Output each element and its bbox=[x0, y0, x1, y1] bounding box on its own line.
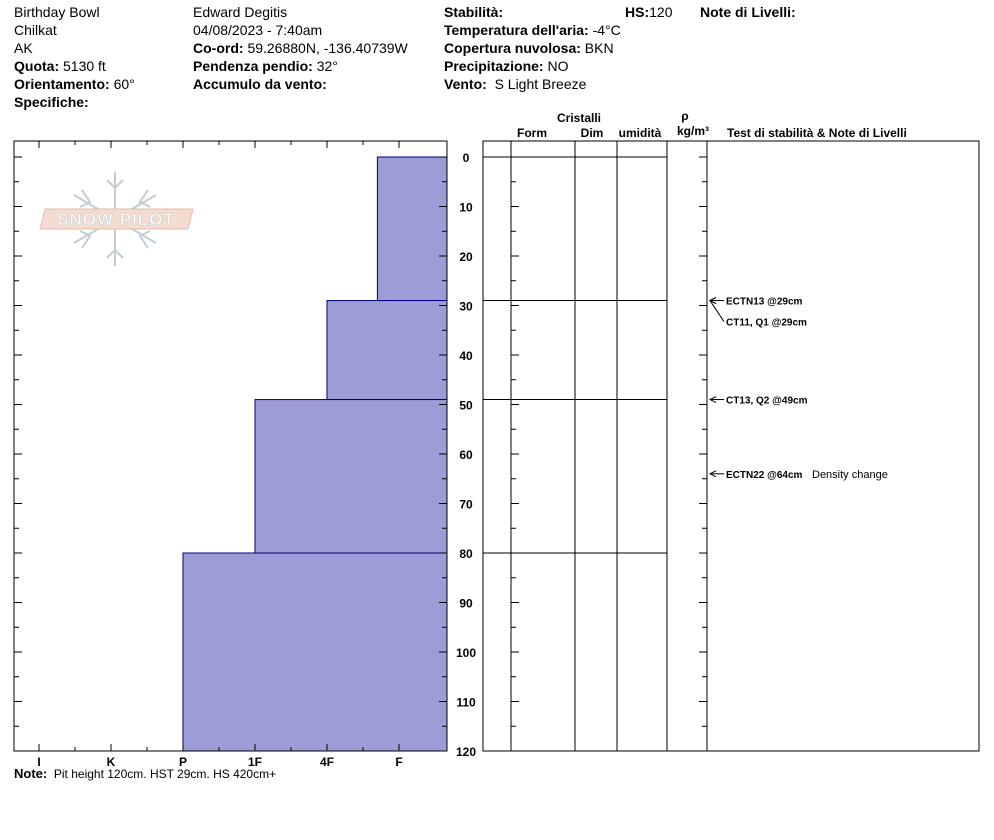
depth-label-60: 60 bbox=[459, 448, 473, 462]
moisture-header: umidità bbox=[618, 126, 662, 140]
coord-label: Co-ord: bbox=[193, 40, 244, 56]
location-name: Birthday Bowl bbox=[14, 4, 100, 20]
air-temp-label: Temperatura dell'aria: bbox=[444, 22, 589, 38]
stability-label: Stabilità: bbox=[444, 4, 504, 20]
depth-label-110: 110 bbox=[456, 695, 476, 710]
cloud-label: Copertura nuvolosa: bbox=[444, 40, 581, 56]
specifics-label: Specifiche: bbox=[14, 94, 89, 110]
elevation-value: 5130 ft bbox=[63, 58, 106, 74]
hardness-label-4F: 4F bbox=[319, 755, 335, 769]
crystals-header: Cristalli bbox=[556, 111, 602, 125]
hardness-bar-0 bbox=[377, 157, 447, 301]
note-label: Note: bbox=[14, 766, 48, 781]
note-row bbox=[14, 766, 276, 781]
hardness-bar-1 bbox=[327, 301, 447, 400]
test-label-3: ECTN22 @64cm bbox=[726, 469, 803, 481]
slope-value: 32° bbox=[316, 58, 338, 74]
hardness-label-F: F bbox=[395, 755, 403, 769]
elevation-label: Quota: bbox=[14, 58, 60, 74]
hardness-label-1F: 1F bbox=[247, 755, 263, 769]
test-note-3: Density change bbox=[812, 468, 888, 481]
range-name: Chilkat bbox=[14, 22, 57, 38]
test-label-0: ECTN13 @29cm bbox=[726, 296, 803, 308]
precip-label: Precipitazione: bbox=[444, 58, 544, 74]
aspect-value: 60° bbox=[113, 76, 135, 92]
depth-label-120: 120 bbox=[455, 745, 477, 759]
hardness-label-P: P bbox=[178, 755, 188, 769]
observation-datetime: 04/08/2023 - 7:40am bbox=[193, 22, 323, 38]
depth-label-50: 50 bbox=[459, 398, 473, 413]
hardness-bar-2 bbox=[255, 400, 447, 553]
table-dividers bbox=[511, 141, 707, 751]
hardness-bars bbox=[183, 157, 447, 751]
note-text: Pit height 120cm. HST 29cm. HS 420cm+ bbox=[53, 767, 277, 781]
hardness-bar-3 bbox=[183, 553, 447, 751]
wind-value: S Light Breeze bbox=[494, 76, 587, 92]
depth-label-70: 70 bbox=[459, 497, 473, 512]
depth-label-90: 90 bbox=[459, 596, 473, 611]
depth-label-10: 10 bbox=[459, 200, 473, 215]
hardness-label-K: K bbox=[106, 755, 116, 769]
snowpilot-logo bbox=[40, 172, 193, 266]
precip-value: NO bbox=[547, 58, 569, 74]
observer-name: Edward Degitis bbox=[193, 4, 288, 20]
tests-header: Test di stabilità & Note di Livelli bbox=[727, 126, 907, 140]
form-header: Form bbox=[517, 126, 547, 140]
coord-value: 59.26880N, -136.40739W bbox=[247, 40, 408, 56]
crystal-table-frame bbox=[483, 141, 979, 751]
test-label-2: CT13, Q2 @49cm bbox=[726, 395, 808, 407]
depth-label-80: 80 bbox=[459, 547, 473, 561]
hs-label: HS: bbox=[625, 4, 650, 20]
depth-label-40: 40 bbox=[459, 349, 473, 363]
depth-label-100: 100 bbox=[455, 646, 477, 660]
wind-label: Vento: bbox=[444, 76, 487, 92]
depth-label-0: 0 bbox=[462, 151, 470, 165]
depth-label-30: 30 bbox=[459, 299, 473, 314]
density-unit: kg/m³ bbox=[676, 124, 710, 138]
logo-text: SNOW PILOT bbox=[57, 210, 175, 229]
wind-loading-label: Accumulo da vento: bbox=[193, 76, 327, 92]
test-label-1: CT11, Q1 @29cm bbox=[726, 317, 807, 329]
size-header: Dim bbox=[580, 126, 604, 140]
test-pointer-1 bbox=[710, 301, 724, 322]
depth-label-20: 20 bbox=[459, 250, 473, 264]
aspect-label: Orientamento: bbox=[14, 76, 110, 92]
table-ticks bbox=[511, 157, 707, 751]
slope-label: Pendenza pendio: bbox=[193, 58, 313, 74]
state-name: AK bbox=[14, 40, 33, 56]
layer-notes-label: Note di Livelli: bbox=[700, 4, 796, 20]
hardness-label-I: I bbox=[37, 755, 41, 769]
stability-tests bbox=[710, 297, 888, 481]
air-temp-value: -4°C bbox=[592, 22, 621, 38]
density-symbol: ρ bbox=[681, 109, 689, 123]
hs-value: 120 bbox=[649, 4, 673, 20]
cloud-value: BKN bbox=[584, 40, 614, 56]
